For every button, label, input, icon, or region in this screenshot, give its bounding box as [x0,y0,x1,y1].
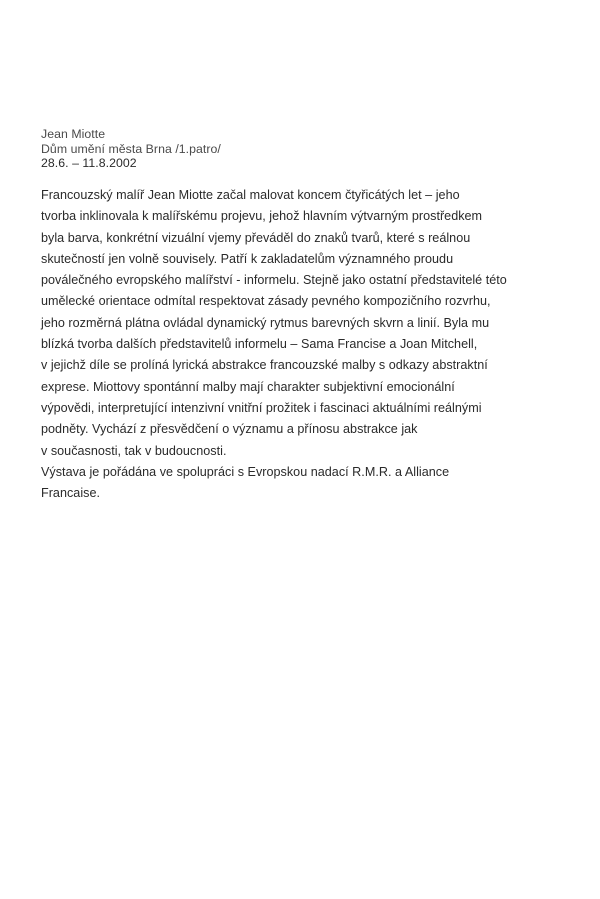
body-line: v současnosti, tak v budoucnosti. [41,443,227,458]
body-line: podněty. Vychází z přesvědčení o významu a přínosu abstrakce jak [41,422,418,437]
body-line: Francaise. [41,486,100,501]
body-line: Výstava je pořádána ve spolupráci s Evropskou nadací R.M.R. a Alliance [41,464,450,479]
document-body [41,185,581,504]
document-header [41,127,541,171]
artist-name: Jean Miotte [41,127,106,141]
body-line: výpovědi, interpretující intenzivní vnitřní prožitek i fascinaci aktuálními reálnými [41,400,482,415]
body-line: Francouzský malíř Jean Miotte začal malovat koncem čtyřicátých let – jeho [41,188,460,202]
body-line: byla barva, konkrétní vizuální vjemy převáděl do znaků tvarů, které s reálnou [41,230,471,245]
body-line: tvorba inklinovala k malířskému projevu, jehož hlavním výtvarným prostředkem [41,209,483,224]
venue-line: Dům umění města Brna /1.patro/ [41,141,221,156]
body-line: jeho rozměrná plátna ovládal dynamický rytmus barevných skvrn a linií. Byla mu [41,315,490,330]
date-range: 28.6. – 11.8.2002 [41,156,137,170]
body-line: blízká tvorba dalších představitelů informelu – Sama Francise a Joan Mitchell, [41,337,478,352]
body-line: poválečného evropského malířství - informelu. Stejně jako ostatní představitelé této [41,273,507,288]
body-line: skutečností jen volně souvisely. Patří k zakladatelům významného proudu [41,251,454,266]
body-line: umělecké orientace odmítal respektovat zásady pevného kompozičního rozvrhu, [41,294,491,309]
body-line: v jejichž díle se prolíná lyrická abstrakce francouzské malby s odkazy abstraktní [41,358,488,373]
body-line: exprese. Miottovy spontánní malby mají charakter subjektivní emocionální [41,379,455,394]
